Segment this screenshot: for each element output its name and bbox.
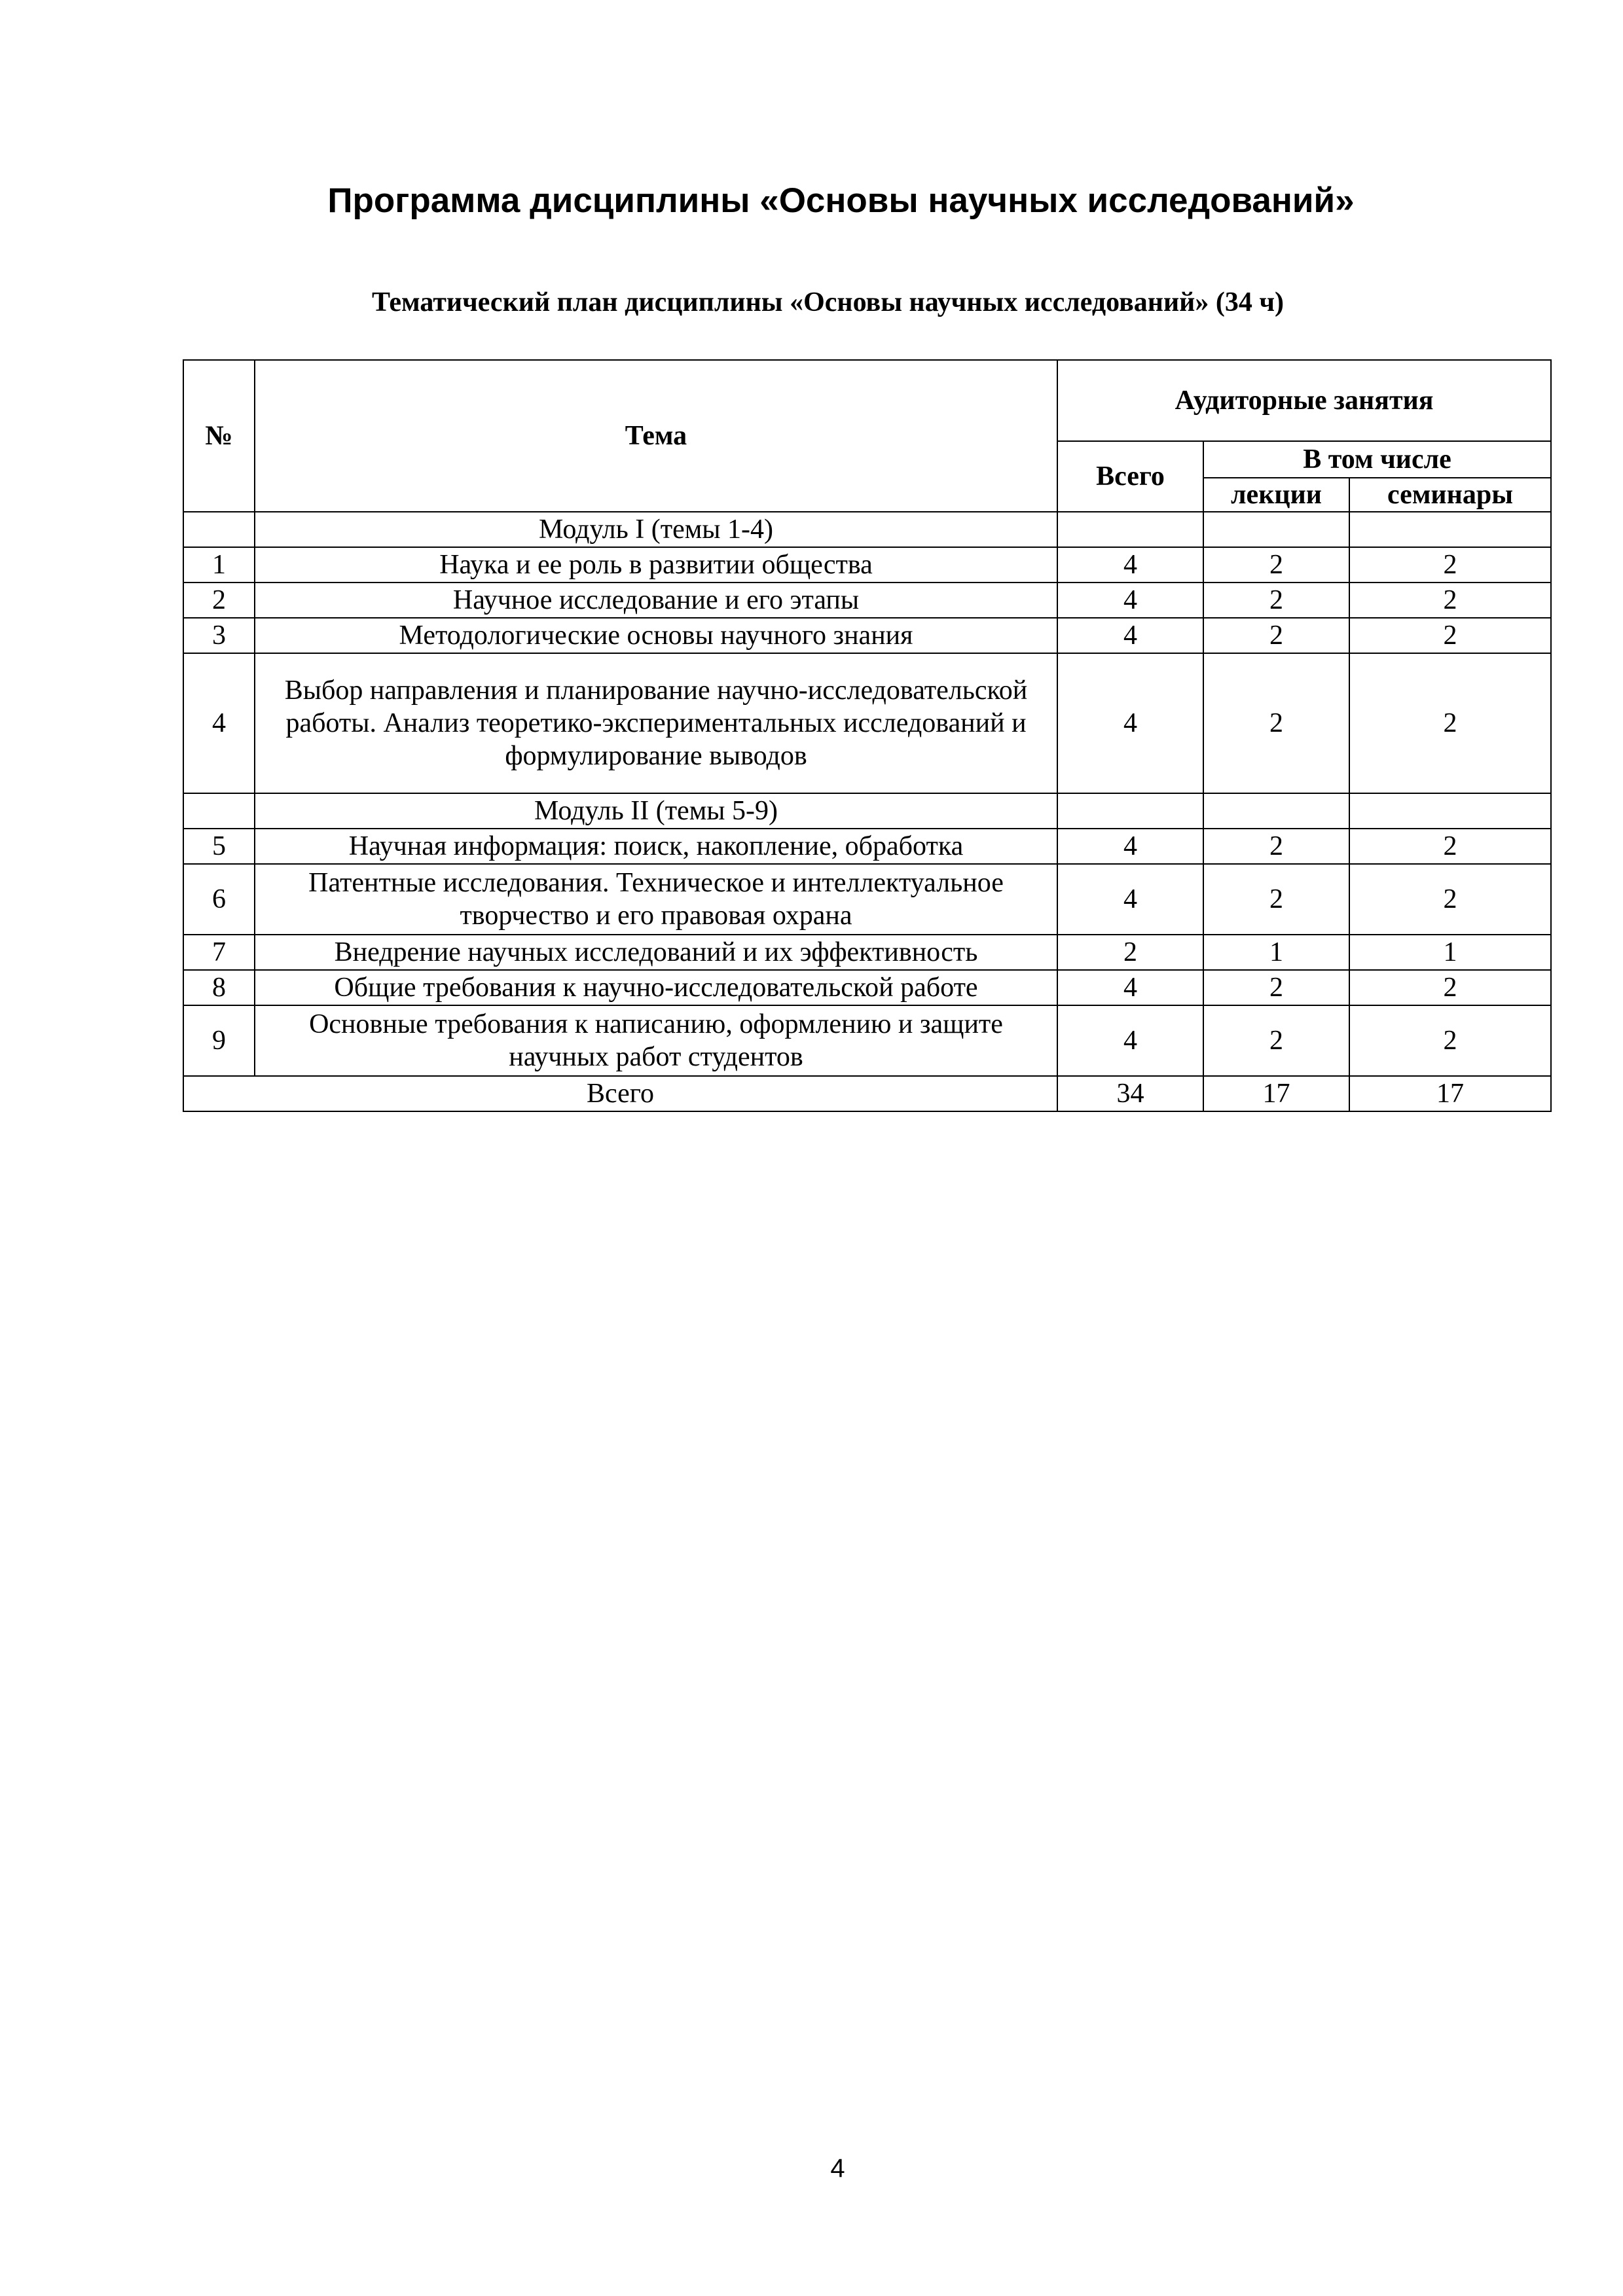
header-seminars: семинары	[1349, 478, 1551, 512]
table-row	[183, 970, 1551, 1005]
row-total: 4	[1057, 970, 1203, 1005]
header-including: В том числе	[1203, 441, 1551, 478]
row-number: 9	[183, 1005, 255, 1076]
row-total: 4	[1057, 653, 1203, 793]
table-row	[183, 618, 1551, 653]
table-caption: Тематический план дисциплины «Основы научных исследований» (34 ч)	[371, 287, 1285, 317]
row-topic: Наука и ее роль в развитии общества	[255, 547, 1057, 583]
table-row	[183, 829, 1551, 864]
header-lectures: лекции	[1203, 478, 1349, 512]
row-topic: Общие требования к научно-исследовательской работе	[255, 970, 1057, 1005]
row-total: 4	[1057, 864, 1203, 935]
row-total: 4	[1057, 1005, 1203, 1076]
row-number: 2	[183, 583, 255, 618]
page-title: Программа дисциплины «Основы научных исследований»	[327, 181, 1355, 220]
row-seminars: 2	[1349, 970, 1551, 1005]
row-lectures: 2	[1203, 653, 1349, 793]
row-seminars: 2	[1349, 618, 1551, 653]
row-topic: Методологические основы научного знания	[255, 618, 1057, 653]
row-number: 8	[183, 970, 255, 1005]
header-topic: Тема	[255, 360, 1057, 512]
row-topic: Основные требования к написанию, оформлению и защите научных работ студентов	[255, 1005, 1057, 1076]
row-lectures: 2	[1203, 970, 1349, 1005]
thematic-plan-table	[183, 359, 1552, 1112]
row-seminars: 2	[1349, 864, 1551, 935]
row-topic: Научное исследование и его этапы	[255, 583, 1057, 618]
totals-seminars: 17	[1349, 1076, 1551, 1111]
module-row	[183, 793, 1551, 829]
row-lectures: 2	[1203, 583, 1349, 618]
totals-row	[183, 1076, 1551, 1111]
row-total: 2	[1057, 935, 1203, 970]
table-row	[183, 583, 1551, 618]
row-topic: Внедрение научных исследований и их эффективность	[255, 935, 1057, 970]
row-topic: Научная информация: поиск, накопление, обработка	[255, 829, 1057, 864]
header-number: №	[183, 360, 255, 512]
row-total: 4	[1057, 547, 1203, 583]
row-number: 6	[183, 864, 255, 935]
table-row	[183, 653, 1551, 793]
module-row	[183, 512, 1551, 547]
row-total: 4	[1057, 583, 1203, 618]
row-seminars: 2	[1349, 547, 1551, 583]
totals-lectures: 17	[1203, 1076, 1349, 1111]
table-row	[183, 1005, 1551, 1076]
row-lectures: 2	[1203, 618, 1349, 653]
row-seminars: 1	[1349, 935, 1551, 970]
row-number: 1	[183, 547, 255, 583]
row-number: 4	[183, 653, 255, 793]
row-total: 4	[1057, 829, 1203, 864]
header-auditorium: Аудиторные занятия	[1057, 360, 1551, 441]
row-lectures: 2	[1203, 829, 1349, 864]
row-lectures: 1	[1203, 935, 1349, 970]
row-seminars: 2	[1349, 653, 1551, 793]
row-seminars: 2	[1349, 583, 1551, 618]
row-lectures: 2	[1203, 1005, 1349, 1076]
page-number: 4	[830, 2154, 845, 2183]
table-row	[183, 935, 1551, 970]
row-topic: Выбор направления и планирование научно-исследовательской работы. Анализ теоретико-экспериментальных исследований и формулирование выводов	[255, 653, 1057, 793]
module-label: Модуль II (темы 5-9)	[255, 793, 1057, 829]
row-total: 4	[1057, 618, 1203, 653]
module-label: Модуль I (темы 1-4)	[255, 512, 1057, 547]
row-lectures: 2	[1203, 864, 1349, 935]
row-topic: Патентные исследования. Техническое и интеллектуальное творчество и его правовая охрана	[255, 864, 1057, 935]
row-number: 7	[183, 935, 255, 970]
header-total: Всего	[1057, 441, 1203, 512]
row-seminars: 2	[1349, 1005, 1551, 1076]
row-number: 3	[183, 618, 255, 653]
totals-label: Всего	[183, 1076, 1057, 1111]
table-row	[183, 864, 1551, 935]
row-number: 5	[183, 829, 255, 864]
row-seminars: 2	[1349, 829, 1551, 864]
row-lectures: 2	[1203, 547, 1349, 583]
table-row	[183, 547, 1551, 583]
totals-total: 34	[1057, 1076, 1203, 1111]
